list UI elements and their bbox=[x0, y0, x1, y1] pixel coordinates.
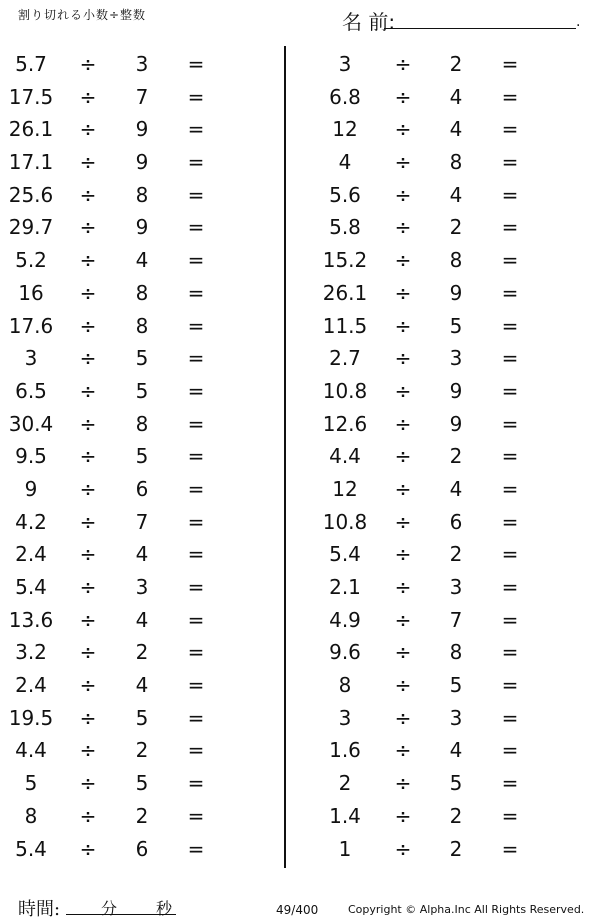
dividend: 30.4 bbox=[8, 411, 54, 436]
dividend: 17.1 bbox=[8, 150, 54, 175]
divisor: 5 bbox=[135, 444, 149, 469]
divide-sign: ÷ bbox=[394, 836, 412, 861]
problem-row bbox=[0, 734, 280, 767]
equals-sign: = bbox=[501, 575, 519, 599]
equals-sign: = bbox=[187, 150, 205, 175]
divide-sign: ÷ bbox=[394, 771, 412, 796]
divisor: 5 bbox=[449, 673, 463, 698]
divisor: 6 bbox=[449, 509, 463, 534]
equals-sign: = bbox=[187, 84, 205, 109]
divisor: 3 bbox=[135, 52, 149, 76]
problem-row bbox=[0, 833, 280, 866]
dividend: 26.1 bbox=[322, 280, 368, 305]
divisor: 9 bbox=[449, 378, 463, 403]
divisor: 9 bbox=[135, 215, 149, 240]
divide-sign: ÷ bbox=[79, 280, 97, 305]
dividend: 1.4 bbox=[329, 803, 361, 828]
problem-row bbox=[285, 571, 565, 604]
divide-sign: ÷ bbox=[79, 52, 97, 76]
dividend: 2.4 bbox=[15, 542, 47, 567]
problem-row bbox=[285, 440, 565, 473]
divisor: 4 bbox=[449, 84, 463, 109]
divide-sign: ÷ bbox=[79, 117, 97, 142]
problem-row bbox=[0, 48, 280, 81]
dividend: 8 bbox=[338, 673, 352, 698]
divide-sign: ÷ bbox=[394, 705, 412, 730]
divisor: 9 bbox=[449, 280, 463, 305]
equals-sign: = bbox=[501, 705, 519, 730]
divisor: 3 bbox=[135, 575, 149, 599]
divide-sign: ÷ bbox=[79, 476, 97, 501]
divide-sign: ÷ bbox=[394, 52, 412, 76]
dividend: 2.7 bbox=[329, 346, 361, 371]
divide-sign: ÷ bbox=[79, 705, 97, 730]
dividend: 4.2 bbox=[15, 509, 47, 534]
dividend: 5.6 bbox=[329, 182, 361, 207]
problem-row bbox=[0, 113, 280, 146]
divisor: 9 bbox=[449, 411, 463, 436]
problem-row bbox=[285, 702, 565, 735]
divide-sign: ÷ bbox=[394, 346, 412, 371]
divisor: 5 bbox=[449, 771, 463, 796]
dividend: 3 bbox=[338, 52, 352, 76]
problem-row bbox=[0, 342, 280, 375]
divisor: 4 bbox=[135, 248, 149, 273]
divisor: 8 bbox=[135, 313, 149, 338]
problem-row bbox=[0, 440, 280, 473]
problem-row bbox=[0, 506, 280, 539]
divide-sign: ÷ bbox=[394, 607, 412, 632]
dividend: 5.8 bbox=[329, 215, 361, 240]
equals-sign: = bbox=[501, 476, 519, 501]
divisor: 8 bbox=[449, 640, 463, 665]
dividend: 12.6 bbox=[322, 411, 368, 436]
dividend: 16 bbox=[18, 280, 44, 305]
divide-sign: ÷ bbox=[394, 444, 412, 469]
problem-row bbox=[285, 408, 565, 441]
divisor: 7 bbox=[449, 607, 463, 632]
equals-sign: = bbox=[187, 803, 205, 828]
dividend: 10.8 bbox=[322, 509, 368, 534]
divisor: 4 bbox=[449, 117, 463, 142]
divide-sign: ÷ bbox=[394, 803, 412, 828]
divide-sign: ÷ bbox=[79, 84, 97, 109]
divide-sign: ÷ bbox=[394, 542, 412, 567]
dividend: 10.8 bbox=[322, 378, 368, 403]
divisor: 8 bbox=[135, 280, 149, 305]
divide-sign: ÷ bbox=[394, 248, 412, 273]
dividend: 9.5 bbox=[15, 444, 47, 469]
equals-sign: = bbox=[187, 346, 205, 371]
divide-sign: ÷ bbox=[394, 313, 412, 338]
divisor: 2 bbox=[449, 803, 463, 828]
divisor: 5 bbox=[135, 705, 149, 730]
divide-sign: ÷ bbox=[79, 346, 97, 371]
dividend: 25.6 bbox=[8, 182, 54, 207]
divisor: 4 bbox=[135, 542, 149, 567]
dividend: 12 bbox=[332, 476, 358, 501]
name-label: 名 前: bbox=[342, 10, 396, 34]
equals-sign: = bbox=[187, 509, 205, 534]
equals-sign: = bbox=[501, 248, 519, 273]
problem-row bbox=[285, 636, 565, 669]
divisor: 6 bbox=[135, 836, 149, 861]
dividend: 4.4 bbox=[329, 444, 361, 469]
dividend: 9 bbox=[24, 476, 38, 501]
equals-sign: = bbox=[187, 444, 205, 469]
divisor: 4 bbox=[449, 476, 463, 501]
dividend: 13.6 bbox=[8, 607, 54, 632]
dividend: 5 bbox=[24, 771, 38, 796]
problem-row bbox=[285, 179, 565, 212]
problem-row bbox=[0, 669, 280, 702]
equals-sign: = bbox=[187, 378, 205, 403]
problem-row bbox=[285, 669, 565, 702]
divisor: 5 bbox=[449, 313, 463, 338]
divisor: 5 bbox=[135, 346, 149, 371]
equals-sign: = bbox=[501, 346, 519, 371]
divide-sign: ÷ bbox=[79, 738, 97, 763]
dividend: 3.2 bbox=[15, 640, 47, 665]
problem-row bbox=[0, 179, 280, 212]
dividend: 2 bbox=[338, 771, 352, 796]
name-line-end-dot: . bbox=[576, 14, 581, 30]
problem-row bbox=[0, 277, 280, 310]
problem-row bbox=[285, 800, 565, 833]
equals-sign: = bbox=[187, 280, 205, 305]
divide-sign: ÷ bbox=[394, 150, 412, 175]
page-number: 49/400 bbox=[276, 903, 319, 917]
dividend: 1.6 bbox=[329, 738, 361, 763]
equals-sign: = bbox=[501, 640, 519, 665]
divisor: 4 bbox=[135, 607, 149, 632]
divisor: 7 bbox=[135, 509, 149, 534]
problem-row bbox=[0, 800, 280, 833]
dividend: 15.2 bbox=[322, 248, 368, 273]
seconds-label: 秒 bbox=[156, 899, 173, 918]
dividend: 2.4 bbox=[15, 673, 47, 698]
problem-row bbox=[0, 310, 280, 343]
divide-sign: ÷ bbox=[79, 248, 97, 273]
divide-sign: ÷ bbox=[79, 771, 97, 796]
equals-sign: = bbox=[501, 182, 519, 207]
time-label: 時間: bbox=[18, 899, 61, 920]
problem-column-left bbox=[0, 48, 280, 865]
equals-sign: = bbox=[187, 411, 205, 436]
divide-sign: ÷ bbox=[79, 607, 97, 632]
problem-row bbox=[0, 571, 280, 604]
worksheet-title: 割り切れる小数÷整数 bbox=[18, 8, 147, 22]
divide-sign: ÷ bbox=[394, 117, 412, 142]
divide-sign: ÷ bbox=[394, 673, 412, 698]
equals-sign: = bbox=[501, 542, 519, 567]
equals-sign: = bbox=[501, 411, 519, 436]
problem-row bbox=[0, 767, 280, 800]
equals-sign: = bbox=[501, 280, 519, 305]
divisor: 2 bbox=[449, 542, 463, 567]
divide-sign: ÷ bbox=[79, 542, 97, 567]
equals-sign: = bbox=[187, 52, 205, 76]
dividend: 5.4 bbox=[15, 836, 47, 861]
divisor: 2 bbox=[135, 738, 149, 763]
problem-row bbox=[0, 604, 280, 637]
divisor: 8 bbox=[449, 248, 463, 273]
divisor: 2 bbox=[449, 444, 463, 469]
equals-sign: = bbox=[501, 84, 519, 109]
divisor: 3 bbox=[449, 575, 463, 599]
dividend: 5.7 bbox=[15, 52, 47, 76]
dividend: 1 bbox=[338, 836, 352, 861]
dividend: 19.5 bbox=[8, 705, 54, 730]
divide-sign: ÷ bbox=[79, 378, 97, 403]
equals-sign: = bbox=[187, 705, 205, 730]
equals-sign: = bbox=[187, 313, 205, 338]
divide-sign: ÷ bbox=[79, 150, 97, 175]
equals-sign: = bbox=[187, 640, 205, 665]
dividend: 4.9 bbox=[329, 607, 361, 632]
divisor: 4 bbox=[449, 182, 463, 207]
divide-sign: ÷ bbox=[79, 215, 97, 240]
divisor: 9 bbox=[135, 150, 149, 175]
equals-sign: = bbox=[187, 607, 205, 632]
problem-row bbox=[285, 310, 565, 343]
problem-column-right bbox=[285, 48, 565, 865]
name-field-line[interactable] bbox=[384, 28, 576, 29]
divisor: 2 bbox=[135, 640, 149, 665]
dividend: 17.6 bbox=[8, 313, 54, 338]
divisor: 2 bbox=[449, 836, 463, 861]
divide-sign: ÷ bbox=[394, 575, 412, 599]
divisor: 3 bbox=[449, 705, 463, 730]
equals-sign: = bbox=[187, 215, 205, 240]
problem-row bbox=[285, 113, 565, 146]
equals-sign: = bbox=[501, 738, 519, 763]
problem-row bbox=[285, 473, 565, 506]
problem-row bbox=[0, 244, 280, 277]
problem-row bbox=[0, 375, 280, 408]
dividend: 6.8 bbox=[329, 84, 361, 109]
divide-sign: ÷ bbox=[79, 673, 97, 698]
divisor: 4 bbox=[135, 673, 149, 698]
divisor: 8 bbox=[135, 182, 149, 207]
equals-sign: = bbox=[187, 575, 205, 599]
dividend: 8 bbox=[24, 803, 38, 828]
dividend: 26.1 bbox=[8, 117, 54, 142]
dividend: 5.4 bbox=[15, 575, 47, 599]
dividend: 3 bbox=[24, 346, 38, 371]
problem-row bbox=[0, 538, 280, 571]
divide-sign: ÷ bbox=[394, 182, 412, 207]
equals-sign: = bbox=[501, 313, 519, 338]
problem-row bbox=[0, 211, 280, 244]
divisor: 8 bbox=[449, 150, 463, 175]
dividend: 5.2 bbox=[15, 248, 47, 273]
equals-sign: = bbox=[501, 117, 519, 142]
equals-sign: = bbox=[187, 117, 205, 142]
divisor: 3 bbox=[449, 346, 463, 371]
equals-sign: = bbox=[501, 673, 519, 698]
equals-sign: = bbox=[187, 738, 205, 763]
dividend: 3 bbox=[338, 705, 352, 730]
divisor: 5 bbox=[135, 378, 149, 403]
divisor: 5 bbox=[135, 771, 149, 796]
dividend: 29.7 bbox=[8, 215, 54, 240]
divide-sign: ÷ bbox=[394, 509, 412, 534]
dividend: 9.6 bbox=[329, 640, 361, 665]
equals-sign: = bbox=[501, 607, 519, 632]
divisor: 2 bbox=[135, 803, 149, 828]
problem-row bbox=[0, 473, 280, 506]
divide-sign: ÷ bbox=[79, 444, 97, 469]
dividend: 12 bbox=[332, 117, 358, 142]
divisor: 8 bbox=[135, 411, 149, 436]
divide-sign: ÷ bbox=[79, 640, 97, 665]
equals-sign: = bbox=[187, 542, 205, 567]
problem-row bbox=[285, 734, 565, 767]
divide-sign: ÷ bbox=[394, 411, 412, 436]
problem-row bbox=[0, 702, 280, 735]
equals-sign: = bbox=[501, 509, 519, 534]
problem-row bbox=[0, 408, 280, 441]
equals-sign: = bbox=[501, 378, 519, 403]
problem-row bbox=[285, 244, 565, 277]
problem-row bbox=[285, 375, 565, 408]
equals-sign: = bbox=[501, 836, 519, 861]
problem-row bbox=[285, 506, 565, 539]
equals-sign: = bbox=[501, 215, 519, 240]
dividend: 2.1 bbox=[329, 575, 361, 599]
problem-row bbox=[285, 342, 565, 375]
divisor: 2 bbox=[449, 52, 463, 76]
problem-row bbox=[285, 146, 565, 179]
dividend: 4 bbox=[338, 150, 352, 175]
problem-row bbox=[285, 767, 565, 800]
problem-row bbox=[285, 277, 565, 310]
equals-sign: = bbox=[501, 52, 519, 76]
divide-sign: ÷ bbox=[79, 313, 97, 338]
minutes-label: 分 bbox=[101, 899, 118, 918]
divisor: 7 bbox=[135, 84, 149, 109]
equals-sign: = bbox=[187, 476, 205, 501]
copyright-notice: Copyright © Alpha.Inc All Rights Reserved. bbox=[348, 903, 585, 916]
divide-sign: ÷ bbox=[79, 182, 97, 207]
divisor: 4 bbox=[449, 738, 463, 763]
equals-sign: = bbox=[501, 771, 519, 796]
problem-row bbox=[285, 538, 565, 571]
divisor: 9 bbox=[135, 117, 149, 142]
divide-sign: ÷ bbox=[79, 509, 97, 534]
problem-row bbox=[0, 81, 280, 114]
divide-sign: ÷ bbox=[79, 411, 97, 436]
divisor: 2 bbox=[449, 215, 463, 240]
divide-sign: ÷ bbox=[394, 640, 412, 665]
problem-row bbox=[0, 636, 280, 669]
problem-row bbox=[285, 81, 565, 114]
problem-row bbox=[285, 833, 565, 866]
dividend: 17.5 bbox=[8, 84, 54, 109]
divide-sign: ÷ bbox=[394, 738, 412, 763]
equals-sign: = bbox=[187, 771, 205, 796]
divide-sign: ÷ bbox=[394, 280, 412, 305]
divide-sign: ÷ bbox=[79, 803, 97, 828]
equals-sign: = bbox=[187, 182, 205, 207]
equals-sign: = bbox=[501, 803, 519, 828]
equals-sign: = bbox=[187, 673, 205, 698]
dividend: 4.4 bbox=[15, 738, 47, 763]
divide-sign: ÷ bbox=[394, 84, 412, 109]
divisor: 6 bbox=[135, 476, 149, 501]
equals-sign: = bbox=[501, 150, 519, 175]
problem-row bbox=[285, 211, 565, 244]
divide-sign: ÷ bbox=[79, 575, 97, 599]
dividend: 6.5 bbox=[15, 378, 47, 403]
dividend: 11.5 bbox=[322, 313, 368, 338]
dividend: 5.4 bbox=[329, 542, 361, 567]
divide-sign: ÷ bbox=[79, 836, 97, 861]
divide-sign: ÷ bbox=[394, 215, 412, 240]
equals-sign: = bbox=[187, 248, 205, 273]
problem-row bbox=[285, 604, 565, 637]
problem-row bbox=[285, 48, 565, 81]
divide-sign: ÷ bbox=[394, 476, 412, 501]
divide-sign: ÷ bbox=[394, 378, 412, 403]
equals-sign: = bbox=[187, 836, 205, 861]
problem-row bbox=[0, 146, 280, 179]
equals-sign: = bbox=[501, 444, 519, 469]
